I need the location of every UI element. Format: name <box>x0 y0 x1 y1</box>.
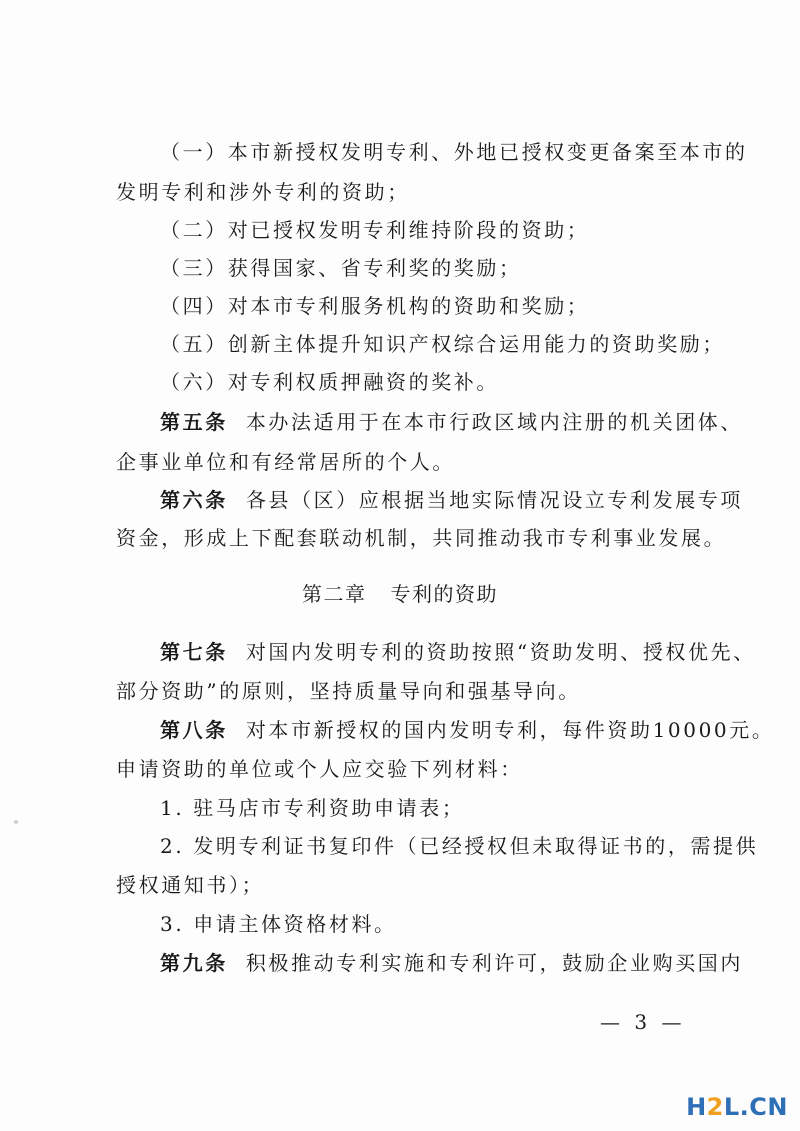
article-7-line-1 <box>160 640 756 664</box>
scan-speck <box>14 820 18 824</box>
article-5-line-2: 企事业单位和有经常居所的个人。 <box>116 450 455 474</box>
article-5-text: 本办法适用于在本市行政区域内注册的机关团体、 <box>245 410 744 434</box>
material-item-2-line-2: 授权通知书）； <box>116 873 265 897</box>
chapter-heading <box>0 582 800 606</box>
list-item-1-line-1: （一）本市新授权发明专利、外地已授权变更备案至本市的 <box>160 140 748 164</box>
material-item-1: 1. 驻马店市专利资助申请表； <box>160 796 465 820</box>
article-5-heading: 第五条 <box>160 410 228 434</box>
article-6-line-1 <box>160 488 743 512</box>
article-5-line-1 <box>160 410 743 434</box>
list-item-1-line-2: 发明专利和涉外专利的资助； <box>116 180 410 204</box>
chapter-title: 专利的资助 <box>390 582 498 606</box>
list-item-2: （二）对已授权发明专利维持阶段的资助； <box>160 218 590 242</box>
chapter-number: 第二章 <box>302 582 367 606</box>
site-watermark-logo <box>686 1093 788 1121</box>
watermark-letter-h: H <box>686 1093 707 1121</box>
page-number: — 3 — <box>600 1010 686 1034</box>
article-6-heading: 第六条 <box>160 488 228 512</box>
list-item-4: （四）对本市专利服务机构的资助和奖励； <box>160 294 590 318</box>
material-item-3: 3. 申请主体资格材料。 <box>160 912 397 936</box>
list-item-6: （六）对专利权质押融资的奖补。 <box>160 370 499 394</box>
article-8-line-2: 申请资助的单位或个人应交验下列材料： <box>116 757 523 781</box>
list-item-3: （三）获得国家、省专利奖的奖励； <box>160 256 522 280</box>
watermark-domain-suffix: .CN <box>739 1093 788 1121</box>
article-8-line-1 <box>160 718 774 742</box>
article-6-line-2: 资金，形成上下配套联动机制，共同推动我市专利事业发展。 <box>116 526 727 550</box>
watermark-letter-l: L <box>723 1093 740 1121</box>
article-6-text: 各县（区）应根据当地实际情况设立专利发展专项 <box>245 488 744 512</box>
article-9-text: 积极推动专利实施和专利许可，鼓励企业购买国内 <box>245 951 744 975</box>
material-item-2-line-1: 2. 发明专利证书复印件（已经授权但未取得证书的，需提供 <box>160 834 759 858</box>
article-9-heading: 第九条 <box>160 951 228 975</box>
article-9-line-1 <box>160 951 743 975</box>
article-7-line-2: 部分资助”的原则，坚持质量导向和强基导向。 <box>116 679 581 703</box>
article-8-heading: 第八条 <box>160 718 228 742</box>
article-7-heading: 第七条 <box>160 640 228 664</box>
list-item-5: （五）创新主体提升知识产权综合运用能力的资助奖励； <box>160 332 725 356</box>
article-8-text: 对本市新授权的国内发明专利，每件资助10000元。 <box>245 718 775 742</box>
article-7-text: 对国内发明专利的资助按照“资助发明、授权优先、 <box>245 640 756 664</box>
watermark-digit-2: 2 <box>706 1093 724 1121</box>
